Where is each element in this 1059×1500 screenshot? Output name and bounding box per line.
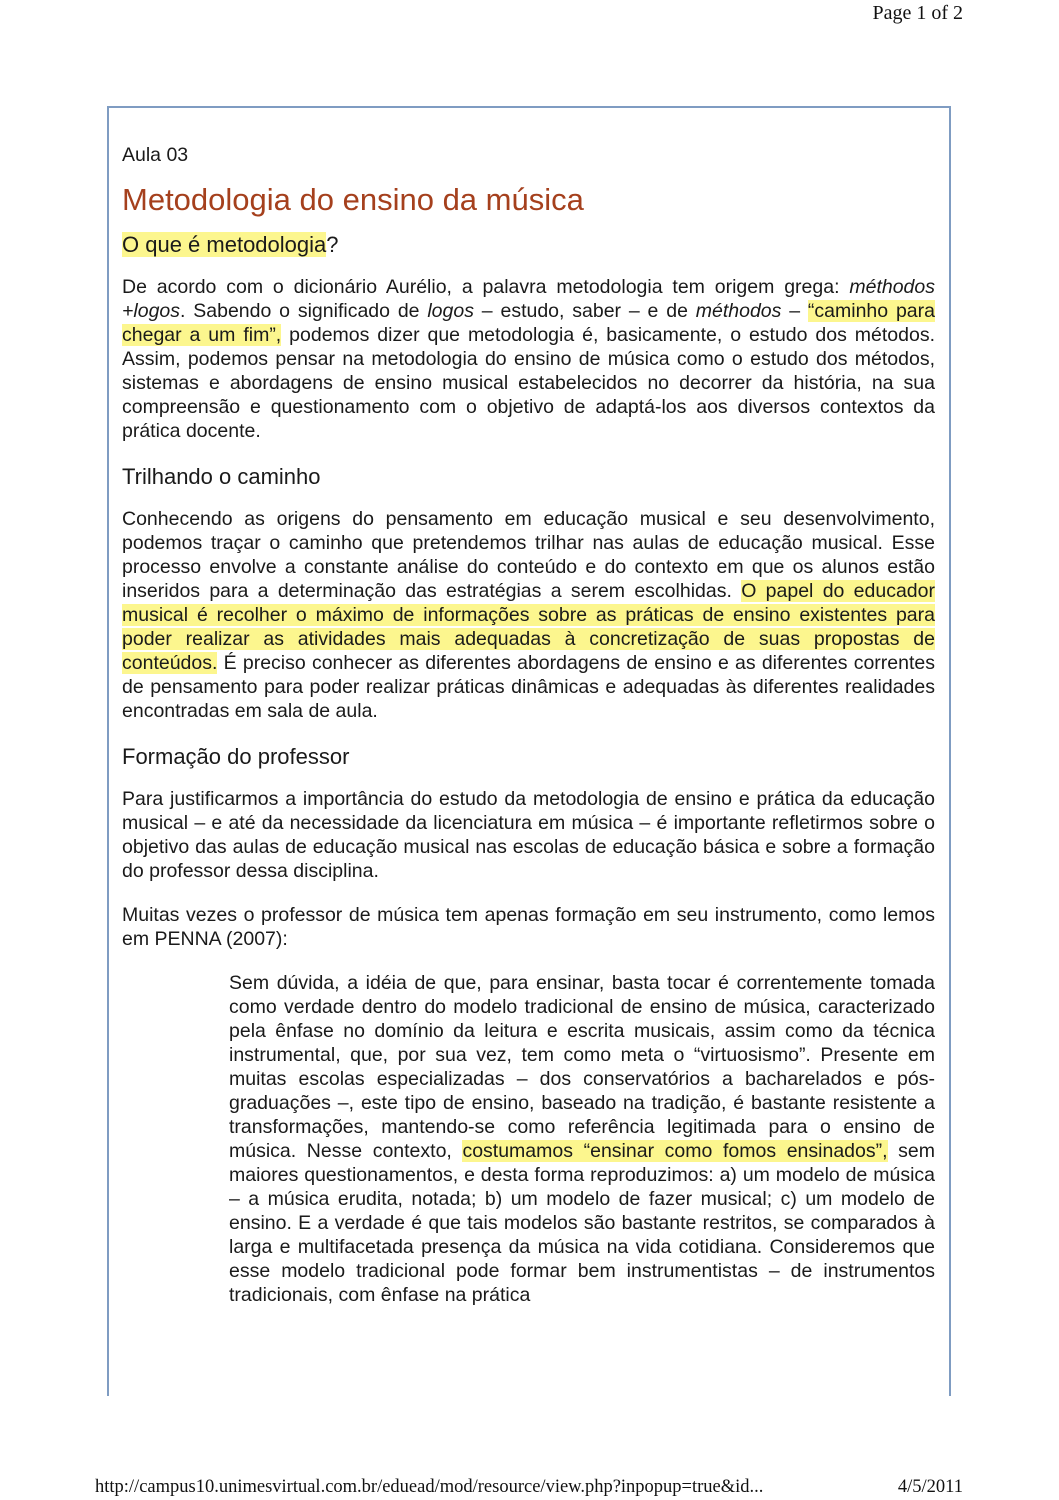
- highlighted-text: costumamos “ensinar como fomos ensinados”,: [462, 1140, 888, 1162]
- section-heading-trilhando: Trilhando o caminho: [122, 464, 321, 489]
- page-number: Page 1 of 2: [872, 2, 963, 24]
- print-footer: [95, 1477, 963, 1498]
- text-run: sem maiores questionamentos, e desta forma reproduzimos: a) um modelo de música – a música erudita, notada; b) um modelo de fazer musical; c) um modelo de ensino. E a verdade é que tais modelos são bastante restritos, se comparados à larga e multifacetada presença da música na vida cotidiana. Consideremos que esse modelo tradicional pode formar bem instrumentistas – de instrumentos tradicionais, com ênfase na prática: [229, 1140, 935, 1306]
- highlighted-heading: O que é metodologia: [122, 232, 327, 257]
- footer-url: http://campus10.unimesvirtual.com.br/eduead/mod/resource/view.php?inpopup=true&id...: [95, 1477, 764, 1497]
- text-run: – estudo, saber – e de: [473, 300, 696, 322]
- text-run: –: [781, 300, 808, 322]
- text-run-italic: logos: [427, 300, 474, 322]
- lesson-label: Aula 03: [122, 144, 189, 166]
- paragraph-metodologia: [122, 275, 935, 443]
- section-heading-formacao: Formação do professor: [122, 744, 350, 769]
- block-quote: [229, 971, 935, 1307]
- text-run: . Sabendo o significado de: [180, 300, 428, 322]
- heading-suffix: ?: [326, 232, 339, 257]
- highlighted-text: “caminho para chegar a um fim”,: [122, 300, 935, 346]
- text-run-italic: méthodos: [695, 300, 782, 322]
- text-run: podemos dizer que metodologia é, basicamente, o estudo dos métodos. Assim, podemos pensar na metodologia do ensino de música como o estudo dos métodos, sistemas e abordagens de ensino musical estabelecidos no decorrer da história, na sua compreensão e questionamento com o objetivo de adaptá-los aos diversos contextos da prática docente.: [122, 324, 935, 442]
- section-heading-metodologia: [122, 231, 935, 259]
- text-run: Sem dúvida, a idéia de que, para ensinar, basta tocar é correntemente tomada como verdade dentro do modelo tradicional de ensino de música, caracterizado pela ênfase no domínio da leitura e escrita musicais, assim como da técnica instrumental, que, por sua vez, tem como meta o “virtuosismo”. Presente em muitas escolas especializadas – dos conservatórios a bacharelados e pós-graduações –, este tipo de ensino, baseado na tradição, é bastante resistente a transformações, mantendo-se como referência legitimada para o ensino de música. Nesse contexto,: [229, 972, 935, 1162]
- paragraph-trilhando: [122, 507, 935, 723]
- paragraph-formacao-2: Muitas vezes o professor de música tem apenas formação em seu instrumento, como lemos em PENNA (2007):: [122, 904, 935, 950]
- paragraph-formacao-1: Para justificarmos a importância do estudo da metodologia de ensino e prática da educação musical – e até da necessidade da licenciatura em música – é importante refletirmos sobre o objetivo das aulas de educação musical nas escolas de educação básica e sobre a formação do professor dessa disciplina.: [122, 788, 935, 882]
- document-title: Metodologia do ensino da música: [122, 182, 584, 217]
- text-run: De acordo com o dicionário Aurélio, a palavra metodologia tem origem grega:: [122, 276, 850, 298]
- text-run: Conhecendo as origens do pensamento em educação musical e seu desenvolvimento, podemos traçar o caminho que pretendemos trilhar nas aulas de educação musical. Esse processo envolve a constante análise do conteúdo e do contexto em que os alunos estão inseridos para a determinação das estratégias a serem escolhidas.: [122, 508, 935, 602]
- footer-date: 4/5/2011: [897, 1477, 963, 1497]
- text-run-italic: méthodos +logos: [122, 276, 935, 322]
- text-run: É preciso conhecer as diferentes abordagens de ensino e as diferentes correntes de pensamento para poder realizar práticas dinâmicas e adequadas às diferentes realidades encontradas em sala de aula.: [122, 652, 935, 722]
- highlighted-text: O papel do educador musical é recolher o máximo de informações sobre as práticas de ensino existentes para poder realizar as atividades mais adequadas à concretização de suas propostas de conteúdos.: [122, 580, 935, 674]
- document-body: [122, 143, 935, 1307]
